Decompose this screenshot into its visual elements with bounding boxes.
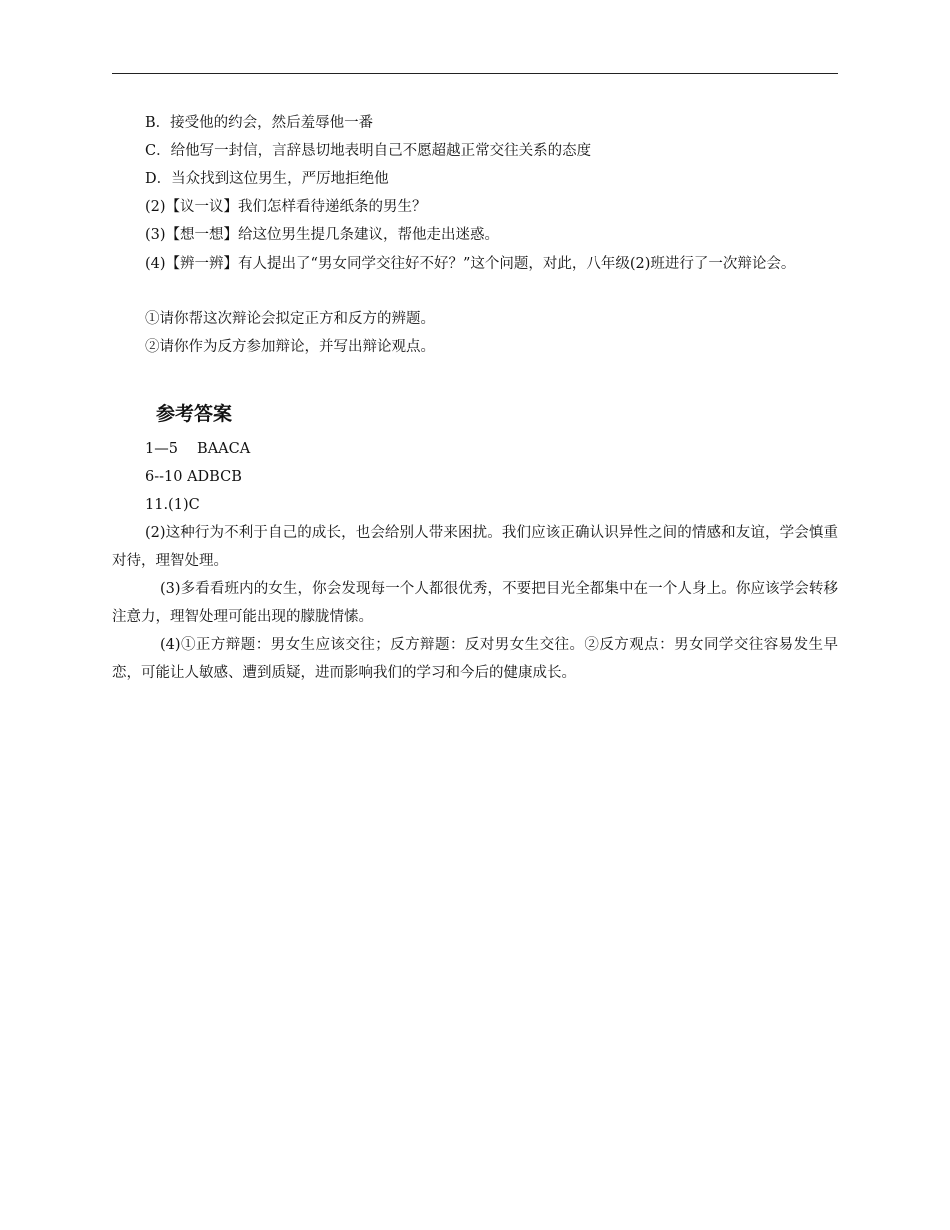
question-4-sub-1: ①请你帮这次辩论会拟定正方和反方的辨题。 — [145, 311, 435, 327]
answer-11-2: (2)这种行为不利于自己的成长，也会给别人带来困扰。我们应该正确认识异性之间的情感和友谊，学会慎重对待，理智处理。 — [112, 525, 838, 569]
option-d: D．当众找到这位男生，严厉地拒绝他 — [145, 171, 389, 187]
answer-11-4: (4)①正方辩题：男女生应该交往；反方辩题：反对男女生交往。②反方观点：男女同学交往容易发生早恋，可能让人敏感、遭到质疑，进而影响我们的学习和今后的健康成长。 — [112, 637, 838, 681]
question-4: (4)【辨一辨】有人提出了“男女同学交往好不好？”这个问题，对此，八年级(2)班进行了一次辩论会。 — [145, 256, 796, 272]
answer-11-1: 11.(1)C — [145, 497, 200, 513]
question-2: (2)【议一议】我们怎样看待递纸条的男生？ — [145, 199, 427, 215]
question-4-sub-2: ②请你作为反方参加辩论，并写出辩论观点。 — [145, 339, 435, 355]
answer-11-3: (3)多看看班内的女生，你会发现每一个人都很优秀，不要把目光全都集中在一个人身上。你应该学会转移注意力，理智处理可能出现的朦胧情愫。 — [112, 581, 838, 625]
option-b: B．接受他的约会，然后羞辱他一番 — [145, 115, 374, 131]
answer-1-5: 1—5 BAACA — [145, 441, 251, 457]
option-c: C．给他写一封信，言辞恳切地表明自己不愿超越正常交往关系的态度 — [145, 143, 592, 159]
answers-title: 参考答案 — [156, 403, 233, 425]
answer-6-10: 6--10 ADBCB — [145, 469, 242, 485]
header-rule — [112, 73, 838, 74]
question-3: (3)【想一想】给这位男生提几条建议，帮他走出迷惑。 — [145, 227, 500, 243]
